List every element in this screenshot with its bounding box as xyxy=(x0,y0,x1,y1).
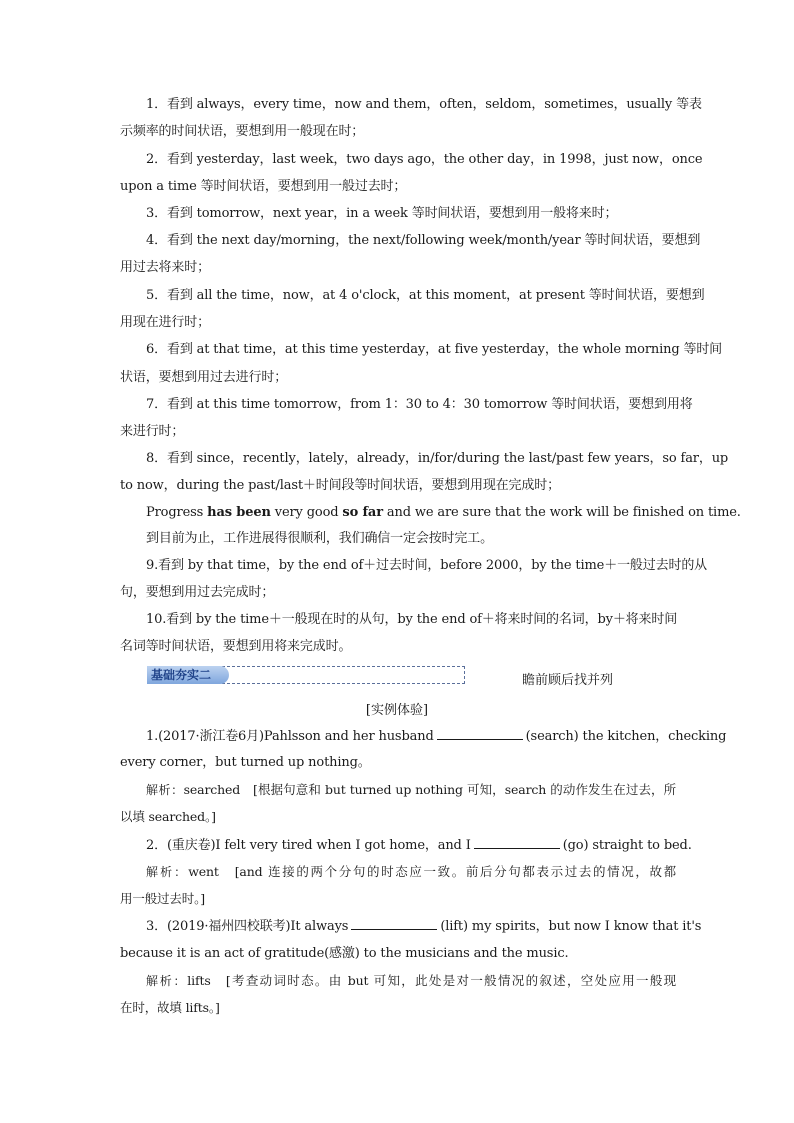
rule-2-line-2: upon a time 等时间状语，要想到用一般过去时； xyxy=(120,179,407,194)
rule-1-line-2: 示频率的时间状语，要想到用一般现在时； xyxy=(120,124,365,139)
exercise-2-answer-line-1 xyxy=(146,863,676,881)
rule-3-line-1: 3．看到 tomorrow，next year，in a week 等时间状语，要想到用一般将来时； xyxy=(146,206,618,221)
example-sentence xyxy=(146,504,741,522)
example-bold-2: so far xyxy=(342,505,383,520)
example-translation: 到目前为止，工作进展得很顺利，我们确信一定会按时完工。 xyxy=(146,531,493,546)
rule-9-line-2: 句，要想到用过去完成时； xyxy=(120,585,275,600)
exercise-1-blank[interactable] xyxy=(437,727,523,740)
rule-2-line-1: 2．看到 yesterday，last week，two days ago，the other day，in 1998，just now，once xyxy=(146,152,703,167)
rule-5-line-1: 5．看到 all the time，now，at 4 o'clock，at this moment，at present 等时间状语，要想到 xyxy=(146,288,705,303)
rule-9-line-1: 9.看到 by that time，by the end of＋过去时间，before 2000，by the time＋一般过去时的从 xyxy=(146,558,708,573)
rule-10-line-2: 名词等时间状语，要想到用将来完成时。 xyxy=(120,639,352,654)
exercise-3-answer-line-1 xyxy=(146,972,676,990)
rule-6-line-1: 6．看到 at that time，at this time yesterday，at five yesterday，the whole morning 等时间 xyxy=(146,342,723,357)
exercise-1-question xyxy=(146,727,727,746)
rule-5-line-2: 用现在进行时； xyxy=(120,315,210,330)
exercise-1-answer-text: searched [根据句意和 but turned up nothing 可知，search 的动作发生在过去，所 xyxy=(183,782,676,797)
answer-label: 解析： xyxy=(146,865,189,879)
exercise-3-hint: (lift) my spirits，but now I know that it's xyxy=(440,919,702,934)
rule-7-line-1: 7．看到 at this time tomorrow，from 1：30 to 4：30 tomorrow 等时间状语，要想到用将 xyxy=(146,397,693,412)
rule-8-line-1: 8．看到 since，recently，lately，already，in/for/during the last/past few years，so far，up xyxy=(146,451,729,466)
rule-4-line-2: 用过去将来时； xyxy=(120,260,210,275)
answer-label: 解析： xyxy=(146,783,184,797)
exercise-1-answer-line-2: 以填 searched。] xyxy=(120,809,216,824)
exercise-1-text: 1.(2017·浙江卷6月)Pahlsson and her husband xyxy=(146,729,434,744)
section-tag: 基础夯实二 xyxy=(147,666,229,684)
exercise-1-question-line-2: every corner，but turned up nothing。 xyxy=(120,755,371,770)
exercise-3-text: 3．(2019·福州四校联考)It always xyxy=(146,919,349,934)
exercise-2-blank[interactable] xyxy=(474,836,560,849)
exercise-3-question xyxy=(146,917,702,936)
exercise-3-question-line-2: because it is an act of gratitude(感激) to the musicians and the music. xyxy=(120,946,569,961)
answer-label: 解析： xyxy=(146,974,188,988)
exercise-1-hint: (search) the kitchen，checking xyxy=(525,729,727,744)
example-text-2: very good xyxy=(270,505,343,520)
rule-4-line-1: 4．看到 the next day/morning，the next/following week/month/year 等时间状语，要想到 xyxy=(146,233,701,248)
exercise-3-blank[interactable] xyxy=(351,917,437,930)
exercise-2-question xyxy=(146,836,692,855)
example-text-1: Progress xyxy=(146,505,208,520)
exercise-2-text: 2．(重庆卷)I felt very tired when I got home，and I xyxy=(146,838,471,853)
rule-7-line-2: 来进行时； xyxy=(120,424,185,439)
exercise-3-answer-text: lifts [考查动词时态。由 but 可知，此处是对一般情况的叙述，空处应用一般现 xyxy=(187,973,676,988)
exercise-3-answer-line-2: 在时，故填 lifts。] xyxy=(120,1000,220,1015)
rule-8-line-2: to now，during the past/last＋时间段等时间状语，要想到用现在完成时； xyxy=(120,478,560,493)
exercise-1-answer-line-1 xyxy=(146,781,676,799)
section-side-note: 瞻前顾后找并列 xyxy=(522,673,614,688)
rule-1-line-1: 1．看到 always，every time，now and them，often，seldom，sometimes，usually 等表 xyxy=(146,97,702,112)
exercise-2-answer-text: went [and 连接的两个分句的时态应一致。前后分句都表示过去的情况，故都 xyxy=(188,864,676,879)
rule-6-line-2: 状语，要想到用过去进行时； xyxy=(120,370,288,385)
section-title: [实例体验] xyxy=(365,703,429,718)
exercise-2-answer-line-2: 用一般过去时。] xyxy=(120,891,205,906)
exercise-2-hint: (go) straight to bed. xyxy=(562,838,692,853)
example-bold-1: has been xyxy=(207,505,271,520)
example-text-3: and we are sure that the work will be finished on time. xyxy=(382,505,741,520)
rule-10-line-1: 10.看到 by the time＋一般现在时的从句，by the end of＋将来时间的名词，by＋将来时间 xyxy=(146,612,678,627)
